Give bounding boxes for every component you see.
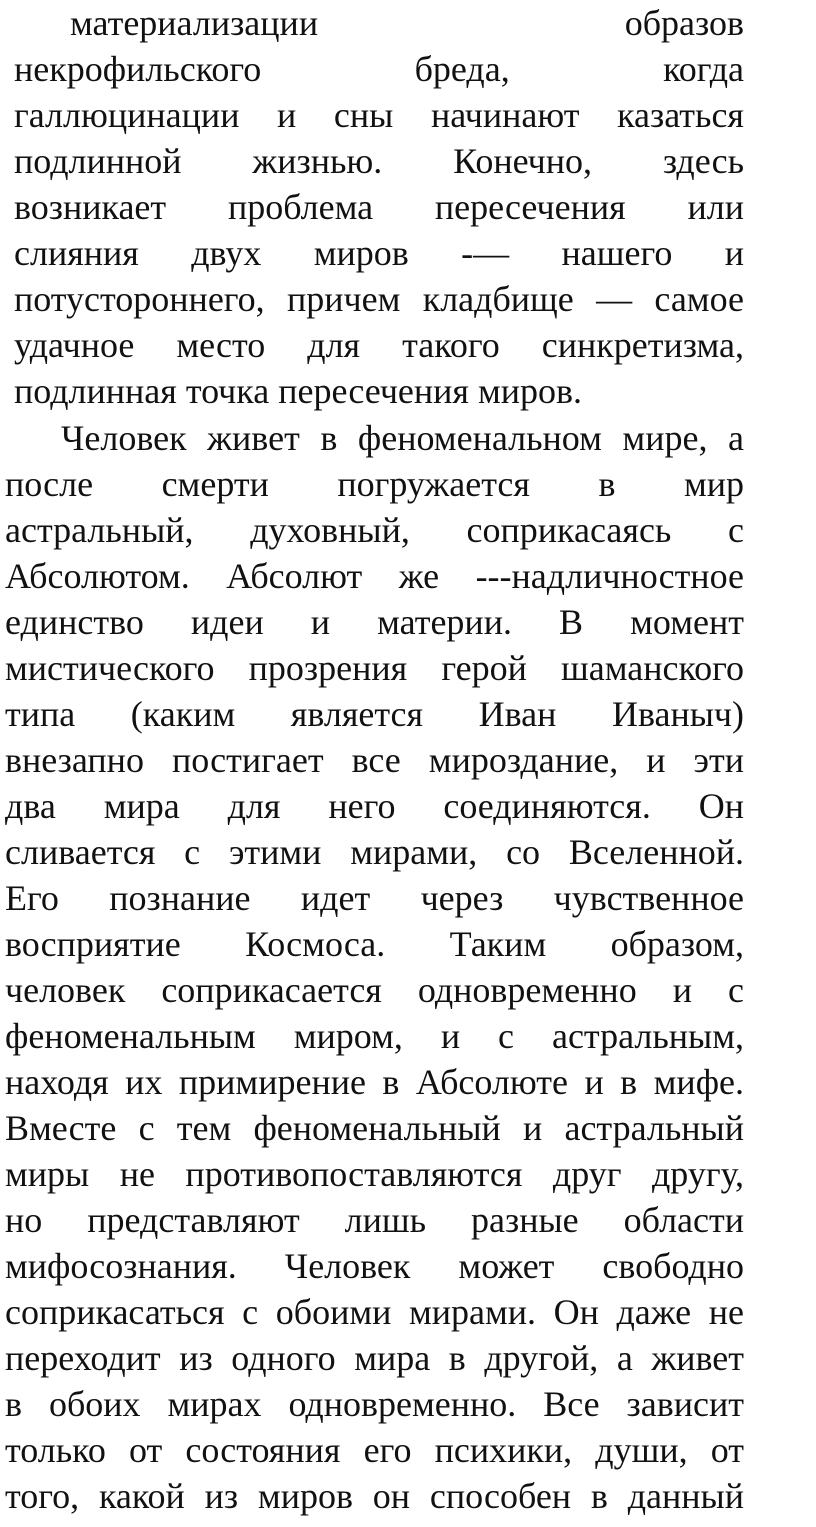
text-line: находя их примирение в Абсолюте и в мифе. (5, 1062, 744, 1102)
text-line: но представляют лишь разные области (5, 1200, 744, 1240)
text-line: того, какой из миров он способен в данный (5, 1476, 744, 1516)
text-line: внезапно постигает все мироздание, и эти (5, 740, 744, 780)
text-line: некрофильского бреда, когда (14, 49, 744, 89)
text-line: после смерти погружается в мир (5, 464, 744, 504)
text-line: слияния двух миров -— нашего и (14, 233, 744, 273)
text-line: единство идеи и материи. В момент (5, 602, 744, 642)
text-line: мистического прозрения герой шаманского (5, 648, 744, 688)
text-line: подлинная точка пересечения миров. (14, 371, 583, 411)
text-line: соприкасаться с обоими мирами. Он даже не (5, 1292, 744, 1332)
text-line: феноменальным миром, и с астральным, (5, 1016, 744, 1056)
text-line: галлюцинации и сны начинают казаться (14, 95, 744, 135)
text-line: Его познание идет через чувственное (5, 878, 744, 918)
text-line: переходит из одного мира в другой, а живет (5, 1338, 744, 1378)
paragraph-2 (5, 415, 744, 1519)
text-line: мифосознания. Человек может свободно (5, 1246, 744, 1286)
text-line: типа (каким является Иван Иваныч) (5, 694, 744, 734)
text-line: миры не противопоставляются друг другу, (5, 1154, 744, 1194)
text-line: человек соприкасается одновременно и с (5, 970, 744, 1010)
text-line: возникает проблема пересечения или (14, 187, 744, 227)
text-line: только от состояния его психики, души, от (5, 1430, 744, 1470)
paragraph-1 (14, 0, 744, 414)
text-line: материализации образов (70, 3, 744, 43)
text-line: подлинной жизнью. Конечно, здесь (14, 141, 744, 181)
text-line: в обоих мирах одновременно. Все зависит (5, 1384, 744, 1424)
text-line: Вместе с тем феноменальный и астральный (5, 1108, 744, 1148)
text-line: удачное место для такого синкретизма, (14, 325, 744, 365)
text-line: сливается с этими мирами, со Вселенной. (5, 832, 744, 872)
text-line: астральный, духовный, соприкасаясь с (5, 510, 744, 550)
text-line: потустороннего, причем кладбище — самое (14, 279, 744, 319)
text-line: восприятие Космоса. Таким образом, (5, 924, 744, 964)
text-line: Абсолютом. Абсолют же ---надличностное (5, 556, 744, 596)
text-line: Человек живет в феноменальном мире, а (61, 418, 744, 458)
text-line: два мира для него соединяются. Он (5, 786, 744, 826)
